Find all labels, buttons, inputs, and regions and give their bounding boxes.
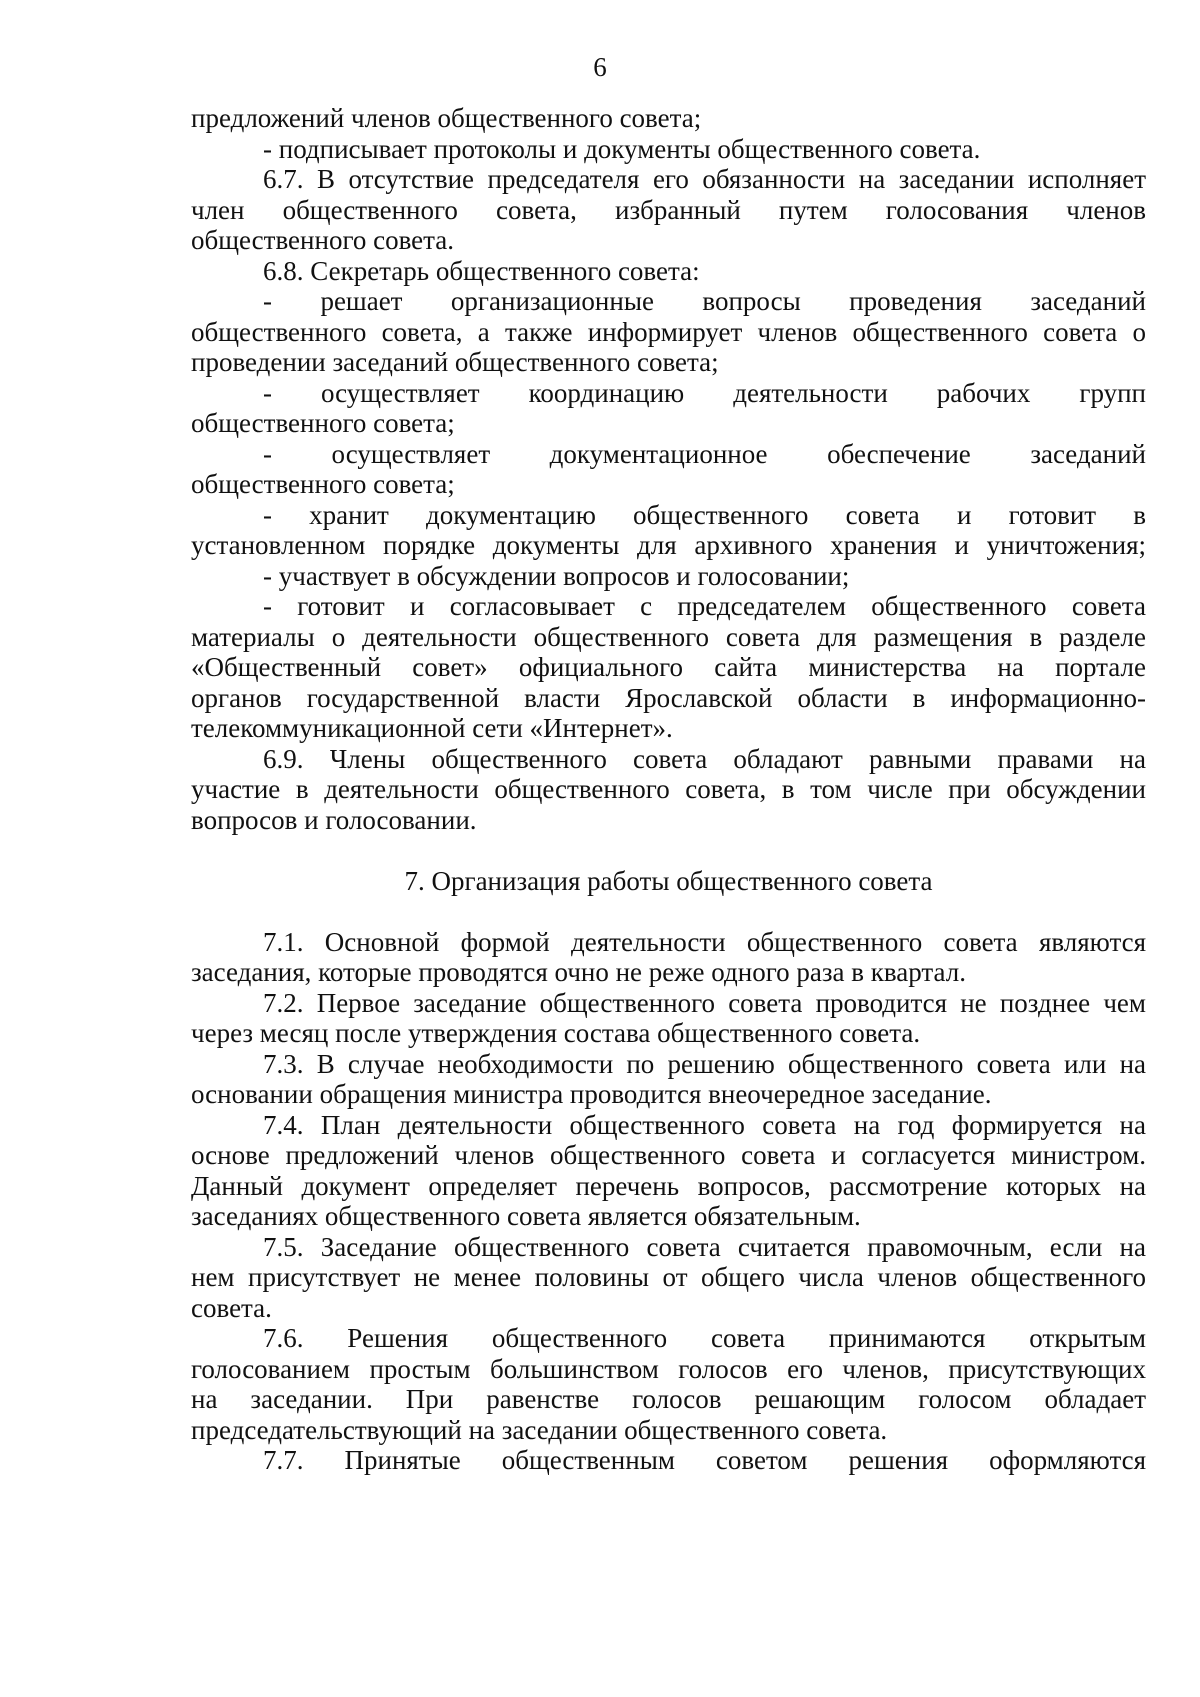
text-line: - хранит документацию общественного совета и готовит в (263, 499, 1146, 530)
text-line: 7.4. План деятельности общественного совета на год формируется на (263, 1109, 1146, 1140)
text-line: нем присутствует не менее половины от общего числа членов общественного (191, 1262, 1146, 1292)
text-line: 7.1. Основной формой деятельности общественного совета являются (263, 926, 1146, 957)
text-line: - осуществляет координацию деятельности рабочих групп (263, 377, 1146, 408)
text-line: 7.7. Принятые общественным советом решения оформляются (263, 1445, 1146, 1475)
text-line: материалы о деятельности общественного совета для размещения в разделе (191, 621, 1146, 652)
text-line: вопросов и голосовании. (191, 804, 477, 835)
text-line: проведении заседаний общественного совета; (191, 347, 719, 377)
text-line: 7.2. Первое заседание общественного совета проводится не позднее чем (263, 987, 1146, 1018)
text-line: 7.6. Решения общественного совета принимаются открытым (263, 1323, 1146, 1353)
text-line: член общественного совета, избранный путем голосования членов (191, 194, 1146, 225)
text-line: основании обращения министра проводится внеочередное заседание. (191, 1079, 992, 1109)
text-line: через месяц после утверждения состава общественного совета. (191, 1018, 921, 1048)
text-line: общественного совета; (191, 469, 455, 499)
text-line: «Общественный совет» официального сайта министерства на портале (191, 652, 1146, 682)
text-line: 6.8. Секретарь общественного совета: (263, 255, 700, 286)
text-line: 6.9. Члены общественного совета обладают равными правами на (263, 743, 1146, 774)
text-line: - решает организационные вопросы проведения заседаний (263, 286, 1146, 316)
text-line: установленном порядке документы для архивного хранения и уничтожения; (191, 530, 1146, 560)
text-line: - готовит и согласовывает с председателем общественного совета (263, 591, 1146, 621)
text-line: общественного совета; (191, 408, 455, 438)
text-line: председательствующий на заседании общественного совета. (191, 1414, 888, 1445)
text-line: - подписывает протоколы и документы общественного совета. (263, 133, 981, 164)
blank-line (191, 896, 1146, 927)
text-line: на заседании. При равенстве голосов решающим голосом обладает (191, 1384, 1146, 1414)
text-line: голосованием простым большинством голосов его членов, присутствующих (191, 1353, 1146, 1384)
text-line: органов государственной власти Ярославской области в информационно- (191, 682, 1146, 713)
text-line: предложений членов общественного совета; (191, 103, 702, 133)
text-line: - участвует в обсуждении вопросов и голосовании; (263, 560, 850, 591)
text-line: участие в деятельности общественного совета, в том числе при обсуждении (191, 774, 1146, 804)
text-line: Данный документ определяет перечень вопросов, рассмотрение которых на (191, 1170, 1146, 1201)
text-line: - осуществляет документационное обеспечение заседаний (263, 438, 1146, 469)
text-line: телекоммуникационной сети «Интернет». (191, 713, 673, 743)
section-heading: 7. Организация работы общественного совета (404, 865, 933, 896)
text-line: 7.3. В случае необходимости по решению общественного совета или на (263, 1048, 1146, 1079)
page-number: 6 (593, 52, 607, 82)
document-body (191, 103, 1146, 1476)
text-line: основе предложений членов общественного совета и согласуется министром. (191, 1140, 1146, 1170)
blank-line (191, 835, 1146, 866)
text-line: общественного совета, а также информирует членов общественного совета о (191, 316, 1146, 347)
text-line: заседания, которые проводятся очно не реже одного раза в квартал. (191, 957, 966, 987)
text-line: общественного совета. (191, 225, 455, 255)
text-line: совета. (191, 1292, 272, 1323)
text-line: 7.5. Заседание общественного совета считается правомочным, если на (263, 1231, 1146, 1262)
text-line: 6.7. В отсутствие председателя его обязанности на заседании исполняет (263, 164, 1146, 194)
text-line: заседаниях общественного совета является обязательным. (191, 1201, 861, 1231)
